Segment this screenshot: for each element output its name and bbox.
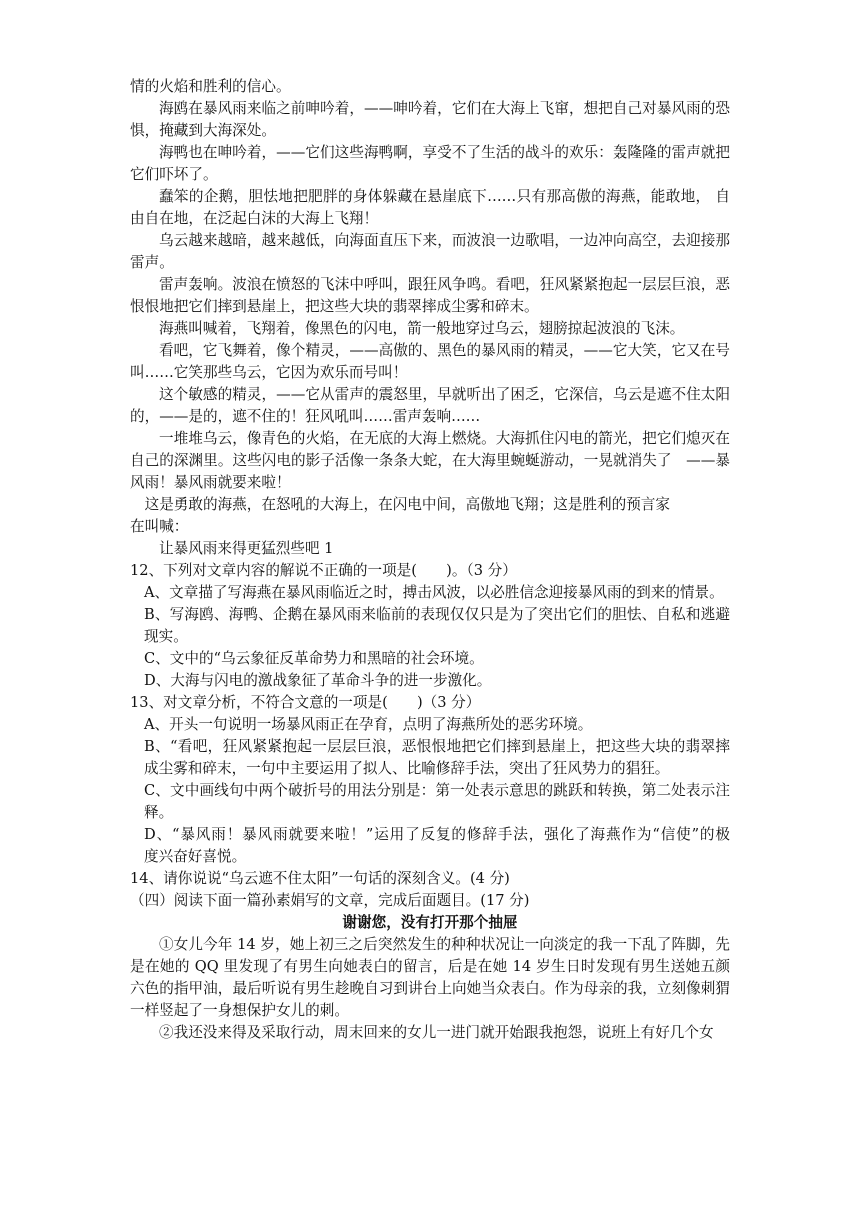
story-paragraph-5: 雷声轰响。波浪在愤怒的飞沫中呼叫，跟狂风争鸣。看吧，狂风紧紧抱起一层层巨浪，恶恨恨地把它们摔到悬崖上，把这些大块的翡翠摔成尘雾和碎末。 bbox=[130, 276, 730, 315]
story-paragraph-2: 海鸭也在呻吟着，——它们这些海鸭啊，享受不了生活的战斗的欢乐：轰隆隆的雷声就把它们吓坏了。 bbox=[130, 144, 730, 183]
option-a: A、文章描了写海燕在暴风雨临近之时，搏击风波，以必胜信念迎接暴风雨的到来的情景。 bbox=[144, 584, 724, 601]
article-title: 谢谢您，没有打开那个抽屉 bbox=[342, 914, 518, 931]
option-a: A、开头一句说明一场暴风雨正在孕育，点明了海燕所处的恶劣环境。 bbox=[144, 716, 593, 733]
section-four bbox=[130, 890, 730, 1044]
option-d: D、大海与闪电的激战象征了革命斗争的进一步激化。 bbox=[144, 672, 492, 689]
document-page bbox=[130, 76, 750, 1044]
question-14 bbox=[130, 868, 730, 890]
story-paragraph-4: 乌云越来越暗，越来越低，向海面直压下来，而波浪一边歌唱，一边冲向高空，去迎接那雷声。 bbox=[130, 232, 730, 271]
story-paragraph-12: 让暴风雨来得更猛烈些吧 1 bbox=[159, 540, 334, 557]
question-12 bbox=[130, 560, 730, 692]
option-b: B、写海鸥、海鸭、企鹅在暴风雨来临前的表现仅仅只是为了突出它们的胆怯、自私和逃避现实。 bbox=[144, 606, 730, 645]
story-paragraph-3: 蠢笨的企鹅，胆怯地把肥胖的身体躲藏在悬崖底下……只有那高傲的海燕，能敢地， 自由自在地，在泛起白沫的大海上飞翔！ bbox=[130, 188, 730, 227]
section-intro: （四）阅读下面一篇孙素娟写的文章，完成后面题目。(17 分) bbox=[130, 892, 530, 909]
story-paragraph-7: 看吧，它飞舞着，像个精灵，——高傲的、黑色的暴风雨的精灵，——它大笑，它又在号叫……它笑那些乌云，它因为欢乐而号叫！ bbox=[130, 342, 730, 381]
story-paragraph-6: 海燕叫喊着，飞翔着，像黑色的闪电，箭一般地穿过乌云，翅膀掠起波浪的飞沫。 bbox=[159, 320, 685, 337]
option-b: B、“看吧，狂风紧紧抱起一层层巨浪，恶恨恨地把它们摔到悬崖上，把这些大块的翡翠摔成尘雾和碎末，一句中主要运用了拟人、比喻修辞手法，突出了狂风势力的猖狂。 bbox=[144, 738, 730, 777]
story-paragraph-1: 海鸥在暴风雨来临之前呻吟着，——呻吟着，它们在大海上飞窜，想把自己对暴风雨的恐惧，掩藏到大海深处。 bbox=[130, 100, 730, 139]
story-paragraph-9: 一堆堆乌云，像青色的火焰，在无底的大海上燃烧。大海抓住闪电的箭光，把它们熄灭在自己的深渊里。这些闪电的影子活像一条条大蛇，在大海里蜿蜒游动，一晃就消失了 ——暴风雨！暴风雨就要来啦！ bbox=[130, 430, 730, 491]
question-stem: 13、对文章分析，不符合文意的一项是( )（3 分） bbox=[130, 694, 481, 711]
story-paragraph-10: 这是勇敢的海燕，在怒吼的大海上，在闪电中间，高傲地飞翔；这是胜利的预言家 bbox=[130, 496, 670, 513]
option-c: C、文中的“乌云象征反革命势力和黑暗的社会环境。 bbox=[144, 650, 484, 667]
article-paragraph-2: ②我还没来得及采取行动，周末回来的女儿一进门就开始跟我抱怨，说班上有好几个女 bbox=[159, 1024, 714, 1041]
question-stem: 12、下列对文章内容的解说不正确的一项是( )。（3 分） bbox=[130, 562, 517, 579]
story-paragraph-8: 这个敏感的精灵，——它从雷声的震怒里，早就听出了困乏，它深信，乌云是遮不住太阳的，——是的，遮不住的！狂风吼叫……雷声轰响…… bbox=[130, 386, 730, 425]
option-d: D、“暴风雨！暴风雨就要来啦！”运用了反复的修辞手法，强化了海燕作为“信使”的极 度兴奋好喜悦。 bbox=[144, 826, 750, 865]
story-paragraph-11: 在叫喊： bbox=[130, 518, 189, 535]
question-13 bbox=[130, 692, 750, 868]
story-paragraph-0: 情的火焰和胜利的信心。 bbox=[130, 78, 291, 95]
question-stem: 14、请你说说“乌云遮不住太阳”一句话的深刻含义。(4 分) bbox=[130, 870, 510, 887]
option-c: C、文中画线句中两个破折号的用法分别是：第一处表示意思的跳跃和转换，第二处表示注释。 bbox=[144, 782, 730, 821]
story-text bbox=[130, 76, 730, 560]
article-paragraph-1: ①女儿今年 14 岁，她上初三之后突然发生的种种状况让一向淡定的我一下乱了阵脚，先是在她的 QQ 里发现了有男生向她表白的留言，后是在她 14 岁生日时发现有男生送她五颜六色的指甲油，最后听说有男生趁晚自习到讲台上向她当众表白。作为母亲的我，立刻像刺猬一样竖起了一身想保护女儿的刺。 bbox=[130, 936, 730, 1019]
